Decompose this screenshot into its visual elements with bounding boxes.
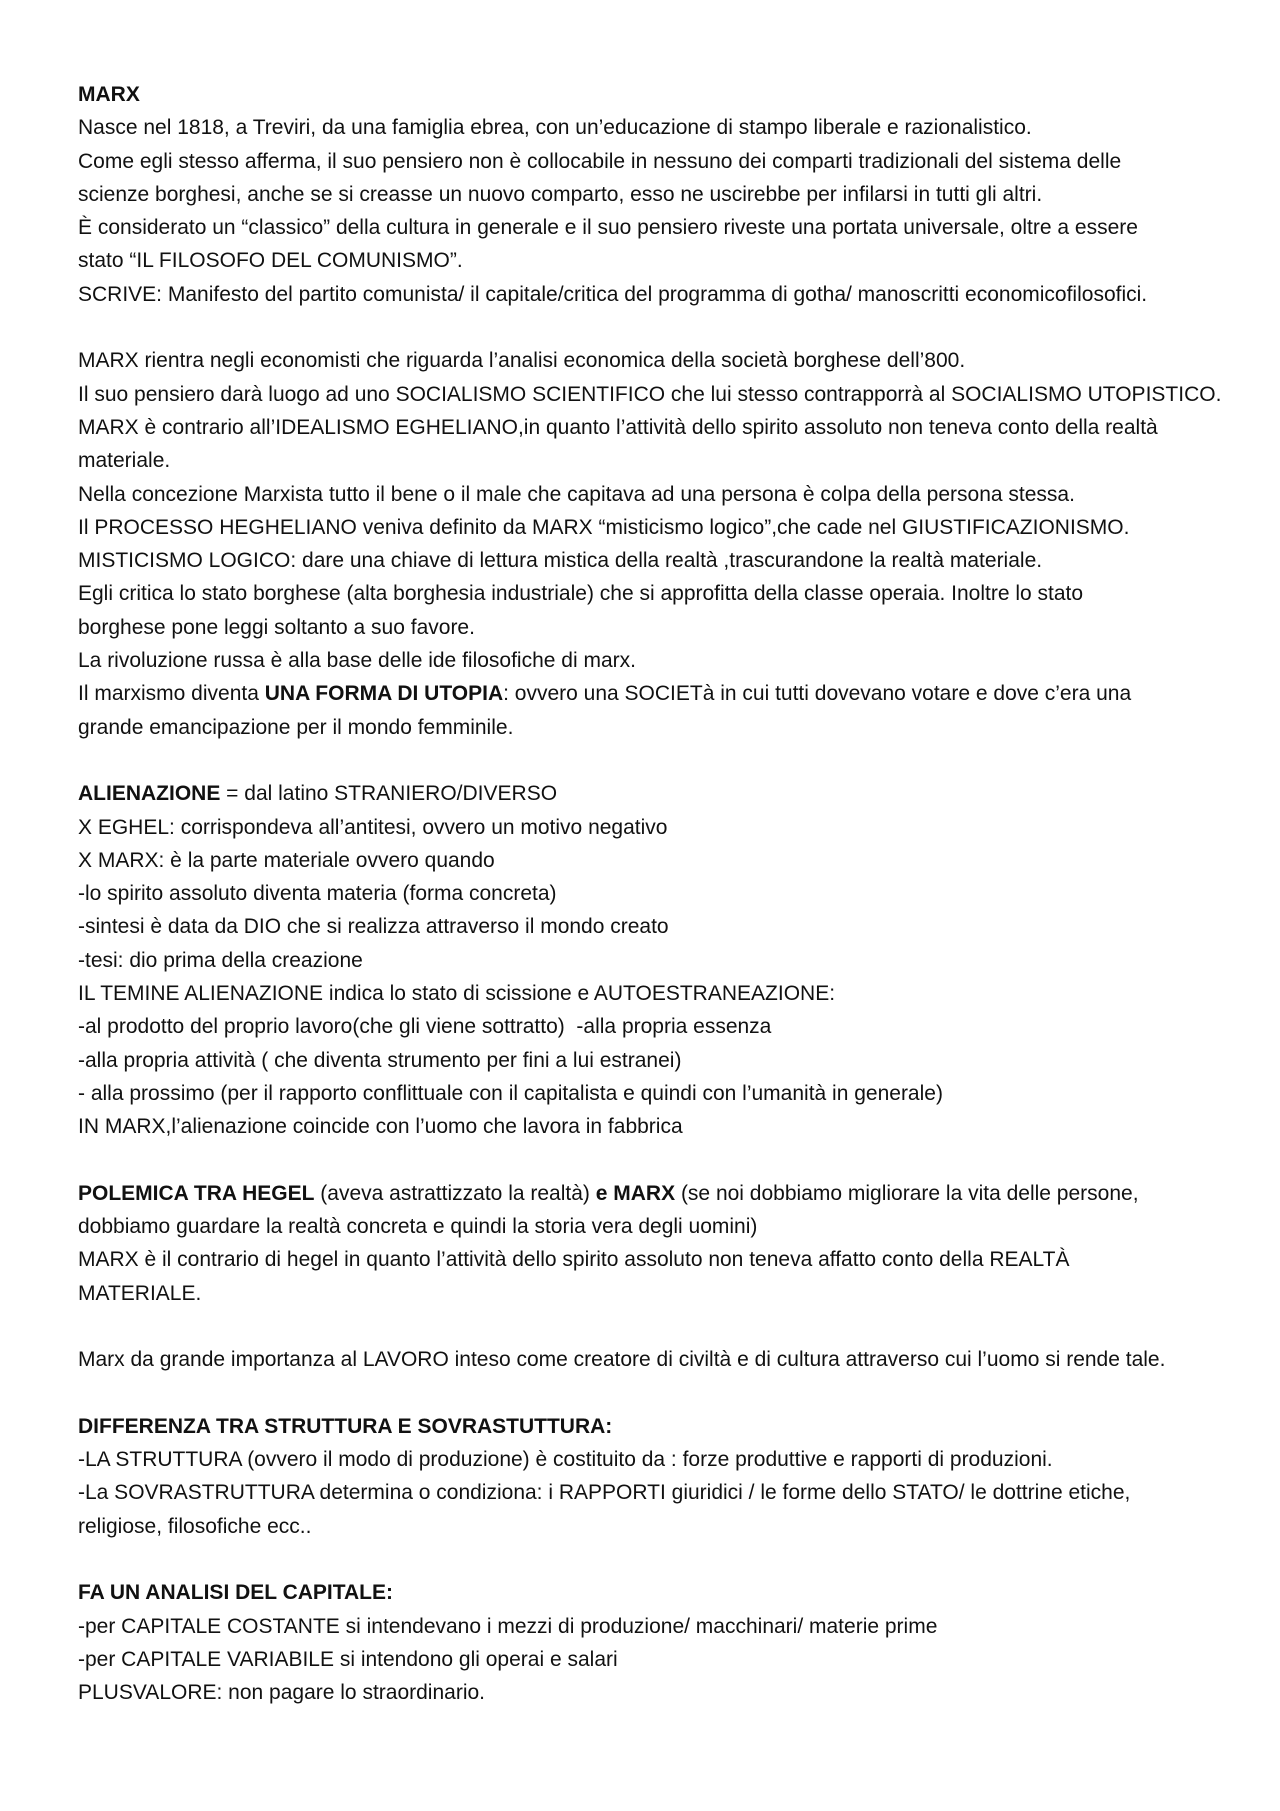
section-title-polemica: POLEMICA TRA HEGEL (aveva astrattizzato la realtà) e MARX (se noi dobbiamo migliorare la vita delle persone, xyxy=(78,1181,1139,1205)
text-line: materiale. xyxy=(78,449,171,473)
text-line: MARX è contrario all’IDEALISMO EGHELIANO,in quanto l’attività dello spirito assoluto non teneva conto della realtà xyxy=(78,415,1158,439)
text-line: IN MARX,l’alienazione coincide con l’uomo che lavora in fabbrica xyxy=(78,1115,683,1139)
text-line: scienze borghesi, anche se si creasse un nuovo comparto, esso ne uscirebbe per infilarsi in tutti gli altri. xyxy=(78,182,1043,206)
text-line: Marx da grande importanza al LAVORO inteso come creatore di civiltà e di cultura attraverso cui l’uomo si rende tale. xyxy=(78,1348,1166,1372)
text-line: -lo spirito assoluto diventa materia (forma concreta) xyxy=(78,882,557,906)
paragraph-gap xyxy=(78,744,1228,777)
text-line: MARX rientra negli economisti che riguarda l’analisi economica della società borghese dell’800. xyxy=(78,349,966,373)
document-page xyxy=(78,78,1228,1710)
section-title-alienazione: ALIENAZIONE = dal latino STRANIERO/DIVERSO xyxy=(78,782,558,806)
text-line: MATERIALE. xyxy=(78,1281,202,1305)
text-line: È considerato un “classico” della cultura in generale e il suo pensiero riveste una portata universale, oltre a essere xyxy=(78,216,1138,240)
text-line-utopia: Il marxismo diventa UNA FORMA DI UTOPIA: ovvero una SOCIETà in cui tutti dovevano votare e dove c’era una xyxy=(78,682,1132,706)
text-line: religiose, filosofiche ecc.. xyxy=(78,1514,312,1538)
text-line: X EGHEL: corrispondeva all’antitesi, ovvero un motivo negativo xyxy=(78,815,668,839)
text-line: MISTICISMO LOGICO: dare una chiave di lettura mistica della realtà ,trascurandone la realtà materiale. xyxy=(78,549,1043,573)
text-line: X MARX: è la parte materiale ovvero quando xyxy=(78,848,495,872)
text-line: IL TEMINE ALIENAZIONE indica lo stato di scissione e AUTOESTRANEAZIONE: xyxy=(78,982,836,1006)
text-line: dobbiamo guardare la realtà concreta e quindi la storia vera degli uomini) xyxy=(78,1215,758,1239)
section-title-struttura: DIFFERENZA TRA STRUTTURA E SOVRASTUTTURA: xyxy=(78,1414,613,1438)
text-line: -per CAPITALE VARIABILE si intendono gli operai e salari xyxy=(78,1647,618,1671)
text-line: Il PROCESSO HEGHELIANO veniva definito da MARX “misticismo logico”,che cade nel GIUSTIFICAZIONISMO. xyxy=(78,515,1130,539)
text-line: -LA STRUTTURA (ovvero il modo di produzione) è costituito da : forze produttive e rapporti di produzioni. xyxy=(78,1448,1053,1472)
text-line: Il suo pensiero darà luogo ad uno SOCIALISMO SCIENTIFICO che lui stesso contrapporrà al SOCIALISMO UTOPISTICO. xyxy=(78,382,1222,406)
text-line: -al prodotto del proprio lavoro(che gli viene sottratto) -alla propria essenza xyxy=(78,1015,772,1039)
text-line: Nella concezione Marxista tutto il bene o il male che capitava ad una persona è colpa della persona stessa. xyxy=(78,482,1075,506)
text-line: MARX è il contrario di hegel in quanto l’attività dello spirito assoluto non teneva affatto conto della REALTÀ xyxy=(78,1248,1070,1272)
text-line: -La SOVRASTRUTTURA determina o condiziona: i RAPPORTI giuridici / le forme dello STATO/ le dottrine etiche, xyxy=(78,1481,1131,1505)
text-line: Come egli stesso afferma, il suo pensiero non è collocabile in nessuno dei comparti tradizionali del sistema delle xyxy=(78,149,1122,173)
text-line: La rivoluzione russa è alla base delle ide filosofiche di marx. xyxy=(78,649,636,673)
paragraph-gap xyxy=(78,1310,1228,1343)
section-title-capitale: FA UN ANALISI DEL CAPITALE: xyxy=(78,1581,393,1605)
paragraph-gap xyxy=(78,1144,1228,1177)
section-title-marx: MARX xyxy=(78,83,140,106)
text-line: PLUSVALORE: non pagare lo straordinario. xyxy=(78,1681,485,1705)
text-line: SCRIVE: Manifesto del partito comunista/ il capitale/critica del programma di gotha/ manoscritti economicofilosofici. xyxy=(78,282,1148,306)
text-line: -per CAPITALE COSTANTE si intendevano i mezzi di produzione/ macchinari/ materie prime xyxy=(78,1614,938,1638)
text-line: grande emancipazione per il mondo femminile. xyxy=(78,715,514,739)
text-line: -sintesi è data da DIO che si realizza attraverso il mondo creato xyxy=(78,915,669,939)
text-line: borghese pone leggi soltanto a suo favore. xyxy=(78,615,475,639)
paragraph-gap xyxy=(78,1543,1228,1576)
text-line: stato “IL FILOSOFO DEL COMUNISMO”. xyxy=(78,249,463,273)
text-line: - alla prossimo (per il rapporto conflittuale con il capitalista e quindi con l’umanità in generale) xyxy=(78,1081,943,1105)
paragraph-gap xyxy=(78,1377,1228,1410)
text-line: -tesi: dio prima della creazione xyxy=(78,948,363,972)
text-line: Nasce nel 1818, a Treviri, da una famiglia ebrea, con un’educazione di stampo liberale e razionalistico. xyxy=(78,116,1032,140)
text-line: Egli critica lo stato borghese (alta borghesia industriale) che si approfitta della classe operaia. Inoltre lo stato xyxy=(78,582,1084,606)
paragraph-gap xyxy=(78,311,1228,344)
text-line: -alla propria attività ( che diventa strumento per fini a lui estranei) xyxy=(78,1048,682,1072)
